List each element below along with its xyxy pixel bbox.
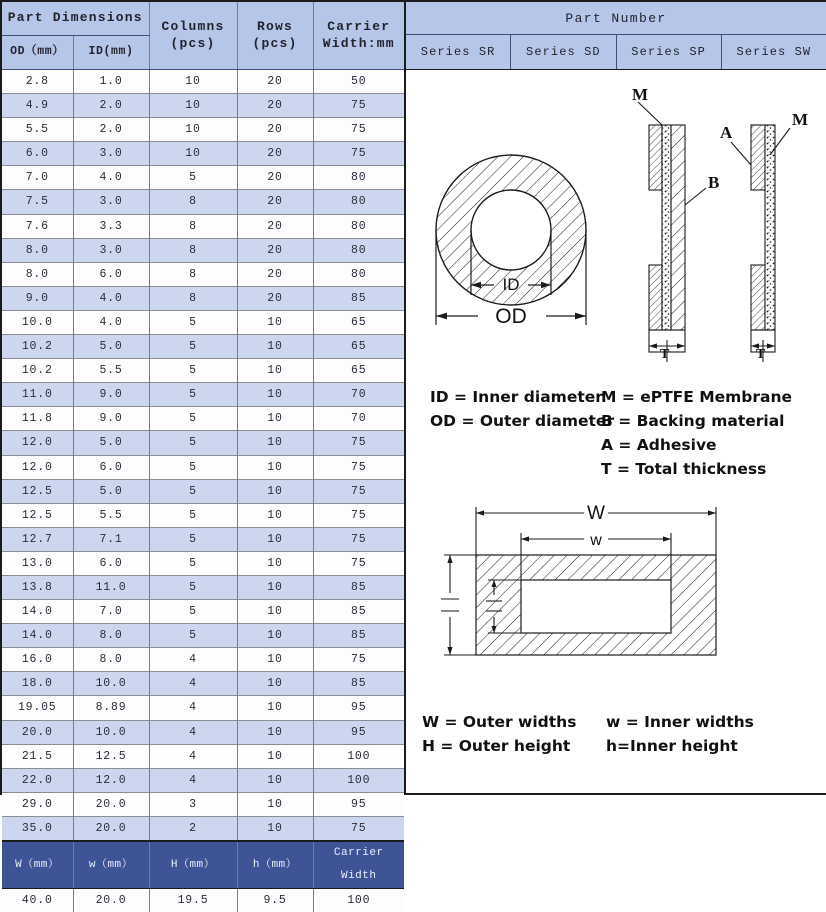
- cell: 20: [237, 262, 313, 286]
- dimension-table-pane: [2, 2, 406, 793]
- cell: 100: [313, 889, 404, 912]
- table-row: [2, 407, 404, 431]
- cell: 5: [149, 479, 237, 503]
- cell: 20: [237, 214, 313, 238]
- cell: 5: [149, 624, 237, 648]
- figure-body: [406, 70, 826, 795]
- cell: 6.0: [2, 142, 73, 166]
- cell: 10: [149, 70, 237, 94]
- cell: 80: [313, 190, 404, 214]
- header-carrier-width: [313, 2, 404, 70]
- table-row: [2, 310, 404, 334]
- washer-and-cross-section-diagram: [406, 70, 826, 380]
- cell: 5.5: [2, 118, 73, 142]
- cell: 35.0: [2, 816, 73, 841]
- cell: 9.0: [73, 407, 149, 431]
- cell: 8.0: [2, 262, 73, 286]
- cell: 5: [149, 383, 237, 407]
- header-rows-unit: (pcs): [238, 36, 313, 52]
- cell: 8: [149, 190, 237, 214]
- table-row: [2, 889, 404, 912]
- cell: 14.0: [2, 624, 73, 648]
- cell: 4.0: [73, 286, 149, 310]
- cell: 100: [313, 768, 404, 792]
- cell: 5.0: [73, 479, 149, 503]
- cell: 75: [313, 94, 404, 118]
- cell: 4.0: [73, 310, 149, 334]
- cell: 4: [149, 744, 237, 768]
- cell: 10: [237, 768, 313, 792]
- table-row: [2, 720, 404, 744]
- table-row: [2, 792, 404, 816]
- rect-gasket-body: [476, 555, 716, 655]
- cell: 12.5: [2, 503, 73, 527]
- table-row: [2, 286, 404, 310]
- header-carrier-unit: Width:mm: [314, 36, 405, 52]
- cell: 75: [313, 118, 404, 142]
- table-row: [2, 166, 404, 190]
- cell: 10: [237, 792, 313, 816]
- cell: 3: [149, 792, 237, 816]
- table-row: [2, 262, 404, 286]
- table-row: [2, 359, 404, 383]
- table-row: [2, 503, 404, 527]
- legend-backing: B = Backing material: [601, 409, 792, 433]
- cell: 12.0: [73, 768, 149, 792]
- table-row: [2, 70, 404, 94]
- header-columns-label: Columns: [150, 19, 237, 35]
- cell: 65: [313, 310, 404, 334]
- cell: 12.0: [2, 431, 73, 455]
- cell: 10: [237, 551, 313, 575]
- cell: 100: [313, 744, 404, 768]
- legend-inner-widths: w = Inner widths: [606, 710, 754, 734]
- cell: 5: [149, 575, 237, 599]
- cell: 85: [313, 575, 404, 599]
- cell: 7.6: [2, 214, 73, 238]
- table-row: [2, 455, 404, 479]
- cell: 6.0: [73, 551, 149, 575]
- cell: 10: [237, 383, 313, 407]
- cell: 5: [149, 407, 237, 431]
- table-row: [2, 816, 404, 841]
- cell: 75: [313, 816, 404, 841]
- cell: 6.0: [73, 262, 149, 286]
- cell: 22.0: [2, 768, 73, 792]
- cell: 8.0: [73, 648, 149, 672]
- cell: 80: [313, 238, 404, 262]
- table-head: [2, 2, 404, 70]
- cell: 3.0: [73, 190, 149, 214]
- figure-pane: [406, 2, 826, 793]
- cell: 8.89: [73, 696, 149, 720]
- cell: 8: [149, 286, 237, 310]
- cell: 10: [237, 407, 313, 431]
- cell: 9.0: [2, 286, 73, 310]
- legend-dimensions: [430, 385, 614, 433]
- table-body: [2, 70, 404, 912]
- thickness-label-right: T: [756, 347, 766, 362]
- cell: 20: [237, 238, 313, 262]
- cell: 19.05: [2, 696, 73, 720]
- cell: 75: [313, 431, 404, 455]
- cell: W（mm）: [2, 841, 73, 889]
- table-row: [2, 696, 404, 720]
- table-row: [2, 214, 404, 238]
- cell: 10: [237, 310, 313, 334]
- cross-section-left: [638, 102, 706, 362]
- membrane-label-left: M: [632, 85, 648, 104]
- cell: 50: [313, 70, 404, 94]
- cell: 10: [237, 600, 313, 624]
- cell: 12.7: [2, 527, 73, 551]
- cell: 5: [149, 310, 237, 334]
- cell: 20.0: [2, 720, 73, 744]
- cell: 95: [313, 696, 404, 720]
- cell: 5: [149, 455, 237, 479]
- cell: 95: [313, 792, 404, 816]
- table-row: [2, 672, 404, 696]
- legend-rect-right: [606, 710, 754, 758]
- table-row: [2, 383, 404, 407]
- header-columns-unit: (pcs): [150, 36, 237, 52]
- cell: 20: [237, 70, 313, 94]
- cell: 8: [149, 238, 237, 262]
- cell: 10: [237, 648, 313, 672]
- cell: 5.0: [73, 335, 149, 359]
- series-row: [406, 35, 826, 69]
- cell: 11.8: [2, 407, 73, 431]
- legend-od: OD = Outer diameter: [430, 409, 614, 433]
- table-row: [2, 744, 404, 768]
- cell: 7.5: [2, 190, 73, 214]
- table-row: [2, 551, 404, 575]
- cell: 5: [149, 527, 237, 551]
- cell: 14.0: [2, 600, 73, 624]
- cell: 8: [149, 214, 237, 238]
- cell: 4.0: [73, 166, 149, 190]
- cell: 4.9: [2, 94, 73, 118]
- table-row: [2, 190, 404, 214]
- cell: 4: [149, 696, 237, 720]
- cell: 5.5: [73, 503, 149, 527]
- cell: 70: [313, 383, 404, 407]
- cell: 80: [313, 262, 404, 286]
- cell: 70: [313, 407, 404, 431]
- part-number-header: [406, 2, 826, 70]
- cell: 10: [237, 359, 313, 383]
- cell: 5: [149, 335, 237, 359]
- od-label: OD: [495, 305, 527, 328]
- cell: 10: [237, 503, 313, 527]
- cell: 40.0: [2, 889, 73, 912]
- cell: 8: [149, 262, 237, 286]
- cell: 11.0: [73, 575, 149, 599]
- cell: 10: [149, 142, 237, 166]
- cell: 10.2: [2, 335, 73, 359]
- cell: 5.0: [73, 431, 149, 455]
- cell: 19.5: [149, 889, 237, 912]
- id-label: ID: [503, 275, 520, 294]
- cell: 5: [149, 503, 237, 527]
- series-cell-sr[interactable]: Series SR: [406, 35, 510, 69]
- cell: 2: [149, 816, 237, 841]
- cell: 11.0: [2, 383, 73, 407]
- table-row: [2, 575, 404, 599]
- cell: 9.5: [237, 889, 313, 912]
- cell: 20: [237, 142, 313, 166]
- cell: 20: [237, 166, 313, 190]
- cell: h（mm）: [237, 841, 313, 889]
- cell: 20: [237, 286, 313, 310]
- secondary-header-row: [2, 841, 404, 889]
- cross-section-right: [731, 125, 790, 362]
- cell: 10.0: [73, 672, 149, 696]
- cell: 3.0: [73, 142, 149, 166]
- cell: 10: [237, 744, 313, 768]
- cell: 20.0: [73, 816, 149, 841]
- backing-label: B: [708, 173, 719, 192]
- header-carrier-label: Carrier: [314, 19, 405, 35]
- cell: 20: [237, 190, 313, 214]
- cell: H（mm）: [149, 841, 237, 889]
- table-row: [2, 238, 404, 262]
- cell: 4: [149, 648, 237, 672]
- cell: 16.0: [2, 648, 73, 672]
- cell: 4: [149, 720, 237, 744]
- cell: 1.0: [73, 70, 149, 94]
- header-od: OD（mm）: [2, 36, 73, 70]
- cell: 3.3: [73, 214, 149, 238]
- cell: 65: [313, 359, 404, 383]
- table-row: [2, 142, 404, 166]
- cell: 10: [237, 816, 313, 841]
- cell: 5.5: [73, 359, 149, 383]
- cell: 10: [237, 431, 313, 455]
- legend-membrane: M = ePTFE Membrane: [601, 385, 792, 409]
- series-cell-sd[interactable]: Series SD: [510, 35, 615, 69]
- header-part-dimensions: Part Dimensions: [2, 2, 149, 36]
- membrane-label-right: M: [792, 110, 808, 129]
- header-id: ID(mm): [73, 36, 149, 70]
- legend-outer-widths: W = Outer widths: [422, 710, 576, 734]
- cell: 4: [149, 672, 237, 696]
- table-row: [2, 624, 404, 648]
- legend-adhesive: A = Adhesive: [601, 433, 792, 457]
- cell: 75: [313, 455, 404, 479]
- cell: 12.5: [73, 744, 149, 768]
- cell: 7.1: [73, 527, 149, 551]
- cell: 75: [313, 503, 404, 527]
- table-row: [2, 335, 404, 359]
- legend-thickness: T = Total thickness: [601, 457, 792, 481]
- cell: 13.0: [2, 551, 73, 575]
- cell: 10.2: [2, 359, 73, 383]
- cell: 10: [237, 455, 313, 479]
- table-row: [2, 527, 404, 551]
- cell: 10: [149, 94, 237, 118]
- cell: 85: [313, 600, 404, 624]
- cell: 10: [237, 720, 313, 744]
- cell: 7.0: [73, 600, 149, 624]
- cell: 12.5: [2, 479, 73, 503]
- cell: 5: [149, 359, 237, 383]
- cell: 80: [313, 166, 404, 190]
- cell: 5: [149, 431, 237, 455]
- legend-outer-height: H = Outer height: [422, 734, 576, 758]
- cell: 85: [313, 286, 404, 310]
- outer-height-dimension: [441, 555, 476, 655]
- header-rows-label: Rows: [238, 19, 313, 35]
- washer-ring: [426, 145, 606, 325]
- header-rows: [237, 2, 313, 70]
- legend-inner-height: h=Inner height: [606, 734, 754, 758]
- cell: 2.0: [73, 94, 149, 118]
- cell: w（mm）: [73, 841, 149, 889]
- cell: 10: [237, 335, 313, 359]
- thickness-label-left: T: [660, 347, 670, 362]
- cell: 20.0: [73, 889, 149, 912]
- cell: 2.0: [73, 118, 149, 142]
- cell: 5: [149, 166, 237, 190]
- cell: 10: [237, 479, 313, 503]
- cell: 10.0: [73, 720, 149, 744]
- cell: 10: [237, 696, 313, 720]
- cell: 75: [313, 142, 404, 166]
- series-cell-sp[interactable]: Series SP: [616, 35, 721, 69]
- table-row: [2, 648, 404, 672]
- cell: 12.0: [2, 455, 73, 479]
- legend-id: ID = Inner diameter: [430, 385, 614, 409]
- cell: 80: [313, 214, 404, 238]
- header-columns: [149, 2, 237, 70]
- cell: 85: [313, 672, 404, 696]
- cell: 4: [149, 768, 237, 792]
- cell: 85: [313, 624, 404, 648]
- cell: 2.8: [2, 70, 73, 94]
- cell: 95: [313, 720, 404, 744]
- cell: 3.0: [73, 238, 149, 262]
- cell: 10: [237, 527, 313, 551]
- cell: 13.8: [2, 575, 73, 599]
- cell: 29.0: [2, 792, 73, 816]
- dimension-table: [2, 2, 404, 912]
- cell: 20: [237, 94, 313, 118]
- table-row: [2, 768, 404, 792]
- table-row: [2, 118, 404, 142]
- table-row: [2, 431, 404, 455]
- rect-gasket-diagram: [436, 495, 826, 675]
- cell: 5: [149, 600, 237, 624]
- cell: 10.0: [2, 310, 73, 334]
- cell: 18.0: [2, 672, 73, 696]
- cell: 10: [149, 118, 237, 142]
- cell: 75: [313, 527, 404, 551]
- cell: 10: [237, 672, 313, 696]
- cell: 10: [237, 624, 313, 648]
- cell: 7.0: [2, 166, 73, 190]
- inner-width-label: w: [589, 532, 602, 549]
- cell: 75: [313, 648, 404, 672]
- cell: 5: [149, 551, 237, 575]
- table-row: [2, 479, 404, 503]
- cell: 8.0: [73, 624, 149, 648]
- series-cell-sw[interactable]: Series SW: [721, 35, 826, 69]
- legend-rect-left: [422, 710, 576, 758]
- cell: 8.0: [2, 238, 73, 262]
- table-row: [2, 600, 404, 624]
- adhesive-label-right: A: [720, 123, 733, 142]
- cell: 65: [313, 335, 404, 359]
- cell: 21.5: [2, 744, 73, 768]
- legend-materials: [601, 385, 792, 481]
- cell: 6.0: [73, 455, 149, 479]
- cell: 75: [313, 479, 404, 503]
- cell: 20: [237, 118, 313, 142]
- cell: 75: [313, 551, 404, 575]
- cell: 20.0: [73, 792, 149, 816]
- cell: Carrier Width: [313, 841, 404, 889]
- cell: 9.0: [73, 383, 149, 407]
- outer-width-label: W: [587, 503, 605, 524]
- part-number-title: Part Number: [406, 2, 826, 35]
- table-row: [2, 94, 404, 118]
- cell: 10: [237, 575, 313, 599]
